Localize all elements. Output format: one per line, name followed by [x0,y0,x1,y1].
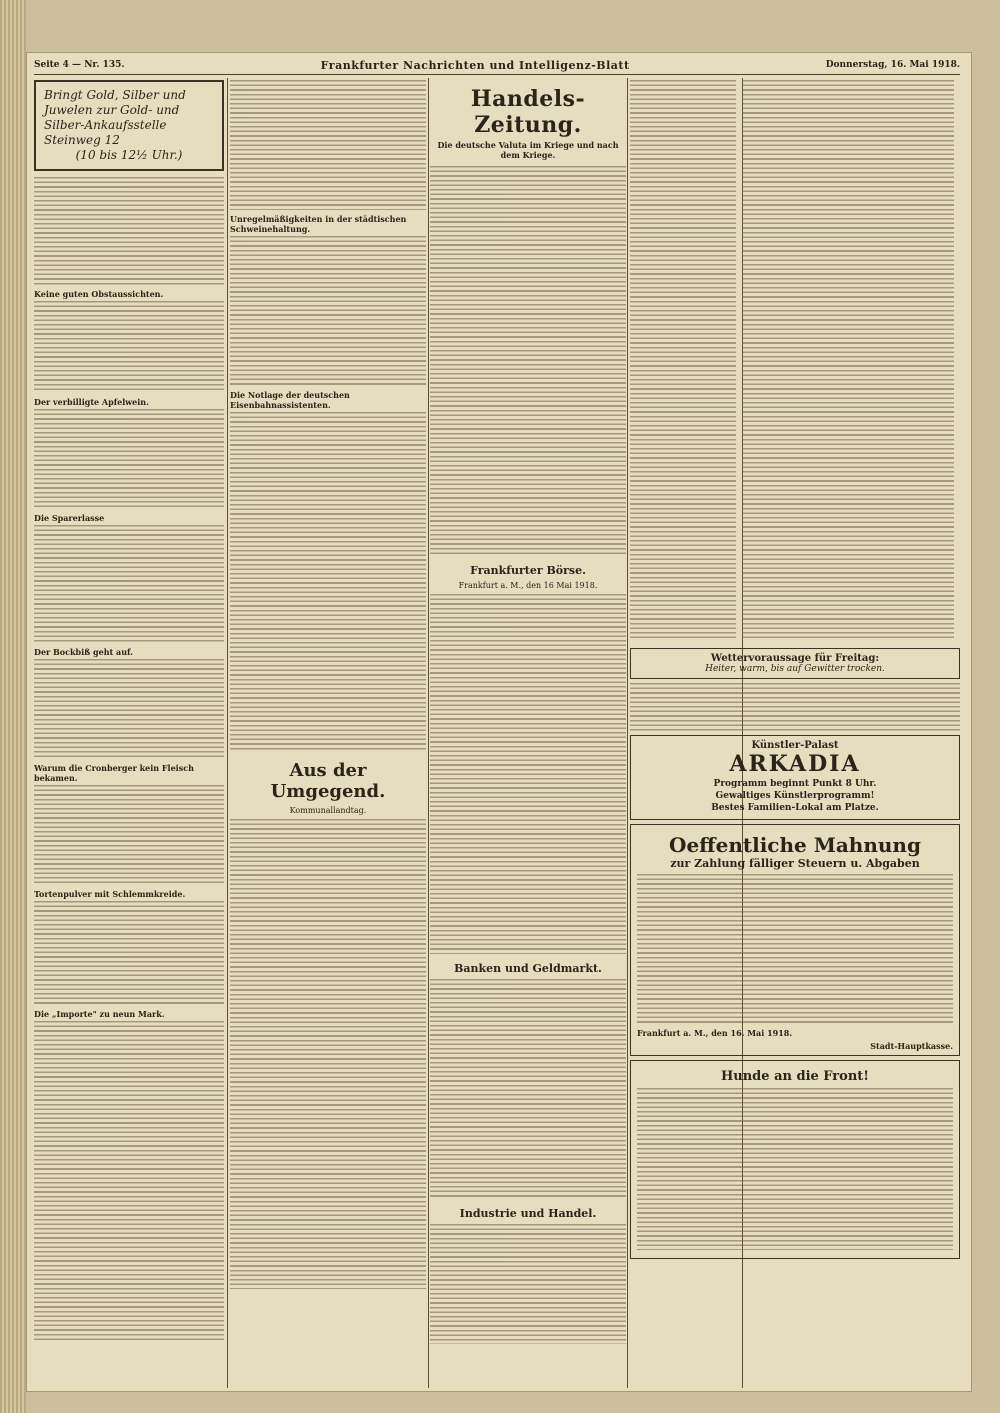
arkadia-ad [630,735,960,820]
article-text [230,412,426,752]
column-rule [428,78,429,1388]
article-text [230,819,426,1289]
front-title: Hunde an die Front! [721,1069,869,1084]
article-heading: Die Sparerlasse [34,513,105,523]
column-rule [227,78,228,1388]
article-heading: Unregelmäßigkeiten in der städtischen Schweinehaltung. [230,214,407,234]
gold-ad-line: (10 bis 12½ Uhr.) [75,148,183,162]
article-heading: Warum die Cronberger kein Fleisch bekamen. [34,763,194,783]
weather-box [630,648,960,679]
arkadia-name: ARKADIA [729,751,861,777]
gold-ad-line: Bringt Gold, Silber und [44,88,186,102]
article-text [430,594,626,954]
section-title: Aus der Umgegend. [270,760,386,802]
newspaper-title: Frankfurter Nachrichten und Intelligenz-Blatt [320,58,630,72]
article-text [34,901,224,1005]
front-notice [630,1060,960,1259]
section-title: Frankfurter Börse. [470,564,586,577]
section-subtitle: Die deutsche Valuta im Kriege und nach dem Kriege. [437,140,619,160]
arkadia-line: Gewaltiges Künstlerprogramm! [715,791,875,801]
weather-forecast: Heiter, warm, bis auf Gewitter trocken. [705,664,885,674]
section-title: Industrie und Handel. [459,1207,597,1220]
subcolumn-left [630,80,736,644]
article-heading: Keine guten Obstaussichten. [34,289,164,299]
article-heading: Die Notlage der deutschen Eisenbahnassistenten. [230,390,350,410]
arkadia-line: Programm beginnt Punkt 8 Uhr. [713,779,877,789]
article-text [742,80,954,640]
article-heading: Die „Importe" zu neun Mark. [34,1009,165,1019]
masthead [34,56,960,75]
article-text [637,874,953,1024]
article-text [630,683,960,731]
article-heading: Tortenpulver mit Schlemmkreide. [34,889,186,899]
column-rule [627,78,628,1388]
article-text [34,785,224,885]
article-text [34,1021,224,1341]
page-number: Seite 4 — Nr. 135. [34,60,125,70]
column-4 [630,80,960,1380]
article-heading: Der verbilligte Apfelwein. [34,397,149,407]
mahnung-notice [630,824,960,1056]
article-text [34,301,224,393]
column-3 [430,80,626,1380]
gold-ad [34,80,224,171]
subcolumn-right [742,80,954,644]
mahnung-signer: Stadt-Hauptkasse. [870,1041,953,1051]
issue-date: Donnerstag, 16. Mai 1918. [825,60,960,70]
section-title: Banken und Geldmarkt. [454,962,602,975]
article-text [230,236,426,386]
mahnung-signoff [637,1028,953,1038]
mahnung-subtitle: zur Zahlung fälliger Steuern u. Abgaben [670,857,920,870]
section-subtitle: Kommunallandtag. [289,806,367,815]
column-4-top [630,80,960,644]
article-text [637,1088,953,1250]
article-text [34,409,224,509]
arkadia-line: Bestes Familien-Lokal am Platze. [711,803,879,813]
mahnung-title: Oeffentliche Mahnung [669,833,921,857]
gold-ad-line: Juwelen zur Gold- und [44,103,180,117]
article-text [34,525,224,643]
article-text [430,166,626,556]
weather-title: Wettervoraussage für Freitag: [710,653,880,664]
article-text [34,659,224,759]
article-text [34,177,224,285]
column-2 [230,80,426,1380]
arkadia-kicker: Künstler-Palast [751,740,839,751]
article-text [230,80,426,210]
article-heading: Der Bockbiß geht auf. [34,647,133,657]
section-title: Handels-Zeitung. [470,86,586,138]
gold-ad-line: Silber-Ankaufsstelle Steinweg 12 [44,118,167,147]
page-edge [0,0,26,1413]
column-1 [34,80,224,1380]
mahnung-date: Frankfurt a. M., den 16. Mai 1918. [637,1028,793,1038]
article-text [430,1224,626,1344]
article-text [630,80,736,640]
article-text [430,979,626,1199]
dateline: Frankfurt a. M., den 16 Mai 1918. [458,581,598,590]
